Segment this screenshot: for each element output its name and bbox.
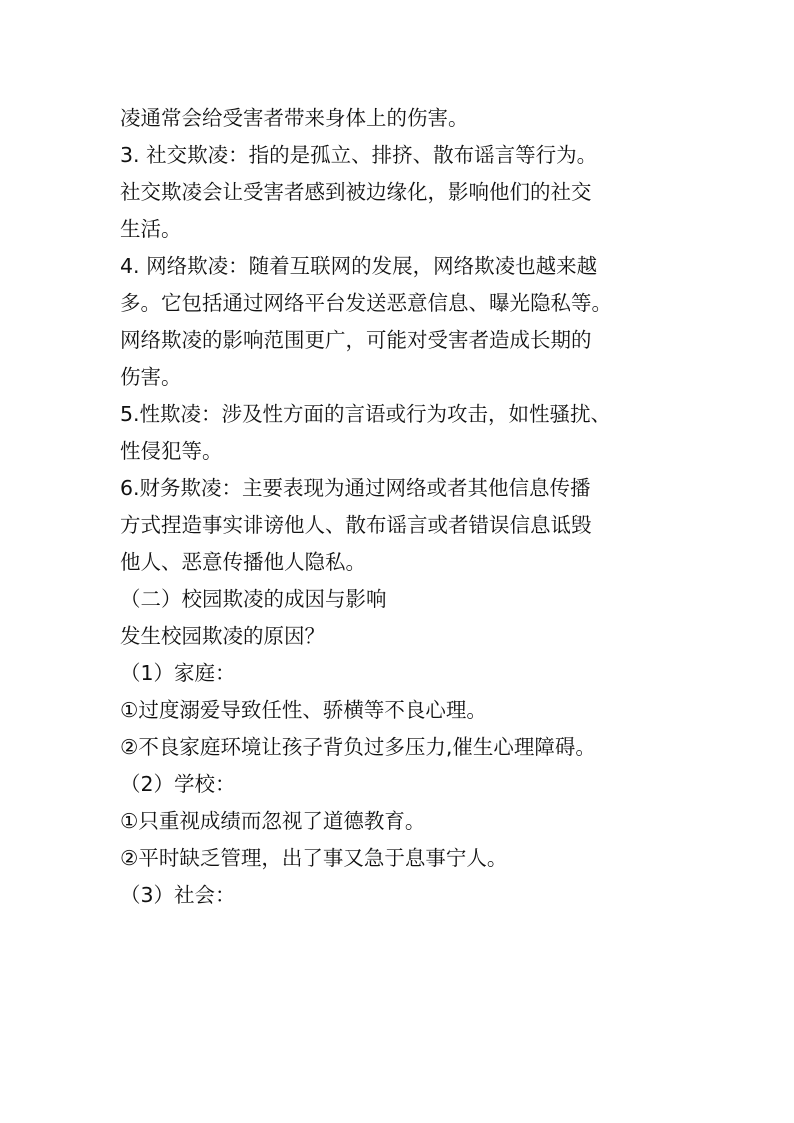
text-line: 伤害。 bbox=[120, 365, 182, 389]
text-line: 5.性欺凌：涉及性方面的言语或行为攻击，如性骚扰、 bbox=[120, 402, 612, 426]
subsection-heading: （3）社会： bbox=[120, 883, 236, 907]
text-line: 4. 网络欺凌：随着互联网的发展，网络欺凌也越来越 bbox=[120, 254, 598, 278]
list-item: ①只重视成绩而忽视了道德教育。 bbox=[120, 809, 426, 833]
list-item: ②平时缺乏管理，出了事又急于息事宁人。 bbox=[120, 846, 508, 870]
text-line: 性侵犯等。 bbox=[120, 439, 223, 463]
document-body bbox=[120, 100, 690, 914]
text-line: 6.财务欺凌：主要表现为通过网络或者其他信息传播 bbox=[120, 476, 591, 500]
section-heading: （二）校园欺凌的成因与影响 bbox=[120, 587, 387, 611]
text-line: 生活。 bbox=[120, 217, 182, 241]
text-line: 社交欺凌会让受害者感到被边缘化，影响他们的社交 bbox=[120, 180, 592, 204]
subsection-heading: （1）家庭： bbox=[120, 661, 236, 685]
subsection-heading: （2）学校： bbox=[120, 772, 236, 796]
text-line: 他人、恶意传播他人隐私。 bbox=[120, 550, 366, 574]
list-item: ②不良家庭环境让孩子背负过多压力,催生心理障碍。 bbox=[120, 735, 596, 759]
text-line: 多。它包括通过网络平台发送恶意信息、曝光隐私等。 bbox=[120, 291, 612, 315]
text-line: 网络欺凌的影响范围更广，可能对受害者造成长期的 bbox=[120, 328, 592, 352]
text-line: 3. 社交欺凌：指的是孤立、排挤、散布谣言等行为。 bbox=[120, 143, 598, 167]
text-line: 方式捏造事实诽谤他人、散布谣言或者错误信息诋毁 bbox=[120, 513, 592, 537]
text-line: 发生校园欺凌的原因？ bbox=[120, 624, 325, 648]
text-line: 凌通常会给受害者带来身体上的伤害。 bbox=[120, 106, 469, 130]
list-item: ①过度溺爱导致任性、骄横等不良心理。 bbox=[120, 698, 487, 722]
